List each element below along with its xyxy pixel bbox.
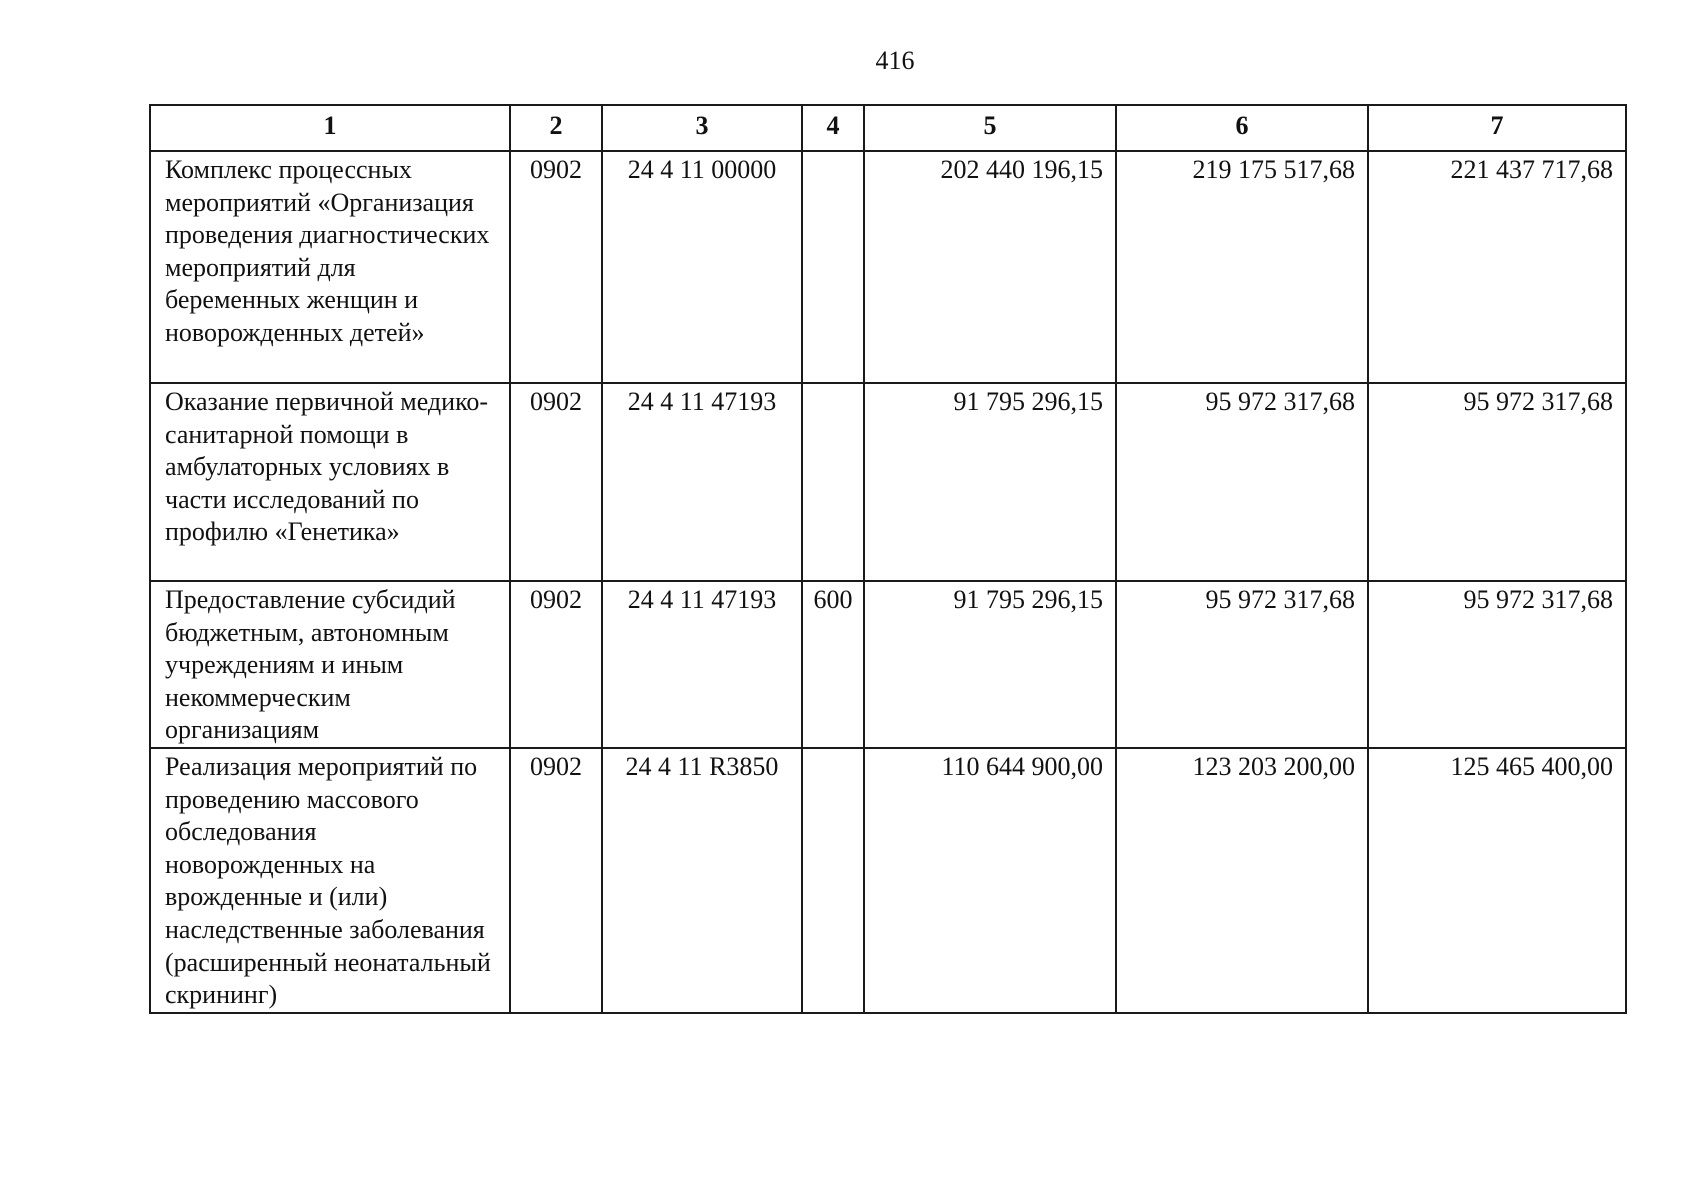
amount-col5-cell: 91 795 296,15 xyxy=(864,383,1116,581)
target-article-cell: 24 4 11 00000 xyxy=(602,151,802,383)
header-col-5: 5 xyxy=(864,105,1116,151)
amount-col6-cell: 95 972 317,68 xyxy=(1116,383,1368,581)
amount-col5-cell: 202 440 196,15 xyxy=(864,151,1116,383)
amount-col7-cell: 125 465 400,00 xyxy=(1368,748,1626,1013)
table-header-row xyxy=(150,105,1626,151)
amount-col5-cell: 91 795 296,15 xyxy=(864,581,1116,748)
budget-table xyxy=(149,104,1627,1014)
expense-type-cell: 600 xyxy=(802,581,864,748)
section-code-cell: 0902 xyxy=(510,581,602,748)
table-row xyxy=(150,383,1626,581)
header-col-1: 1 xyxy=(150,105,510,151)
table-row xyxy=(150,581,1626,748)
header-col-4: 4 xyxy=(802,105,864,151)
row-name-cell: Комплекс процессных мероприятий «Организация проведения диагностических мероприятий для беременных женщин и новорожденных детей» xyxy=(150,151,510,383)
row-name-cell: Реализация мероприятий по проведению массового обследования новорожденных на врожденные и (или) наследственные заболевания (расширенный неонатальный скрининг) xyxy=(150,748,510,1013)
expense-type-cell xyxy=(802,151,864,383)
amount-col6-cell: 95 972 317,68 xyxy=(1116,581,1368,748)
amount-col7-cell: 95 972 317,68 xyxy=(1368,581,1626,748)
amount-col7-cell: 221 437 717,68 xyxy=(1368,151,1626,383)
section-code-cell: 0902 xyxy=(510,748,602,1013)
header-col-2: 2 xyxy=(510,105,602,151)
row-name-cell: Предоставление субсидий бюджетным, автономным учреждениям и иным некоммерческим организациям xyxy=(150,581,510,748)
header-col-3: 3 xyxy=(602,105,802,151)
expense-type-cell xyxy=(802,383,864,581)
target-article-cell: 24 4 11 47193 xyxy=(602,581,802,748)
table-row xyxy=(150,748,1626,1013)
section-code-cell: 0902 xyxy=(510,151,602,383)
amount-col5-cell: 110 644 900,00 xyxy=(864,748,1116,1013)
header-col-6: 6 xyxy=(1116,105,1368,151)
table-row xyxy=(150,151,1626,383)
page-number: 416 xyxy=(875,46,915,75)
amount-col6-cell: 219 175 517,68 xyxy=(1116,151,1368,383)
header-col-7: 7 xyxy=(1368,105,1626,151)
target-article-cell: 24 4 11 47193 xyxy=(602,383,802,581)
section-code-cell: 0902 xyxy=(510,383,602,581)
expense-type-cell xyxy=(802,748,864,1013)
target-article-cell: 24 4 11 R3850 xyxy=(602,748,802,1013)
row-name-cell: Оказание первичной медико-санитарной помощи в амбулаторных условиях в части исследований по профилю «Генетика» xyxy=(150,383,510,581)
amount-col7-cell: 95 972 317,68 xyxy=(1368,383,1626,581)
amount-col6-cell: 123 203 200,00 xyxy=(1116,748,1368,1013)
